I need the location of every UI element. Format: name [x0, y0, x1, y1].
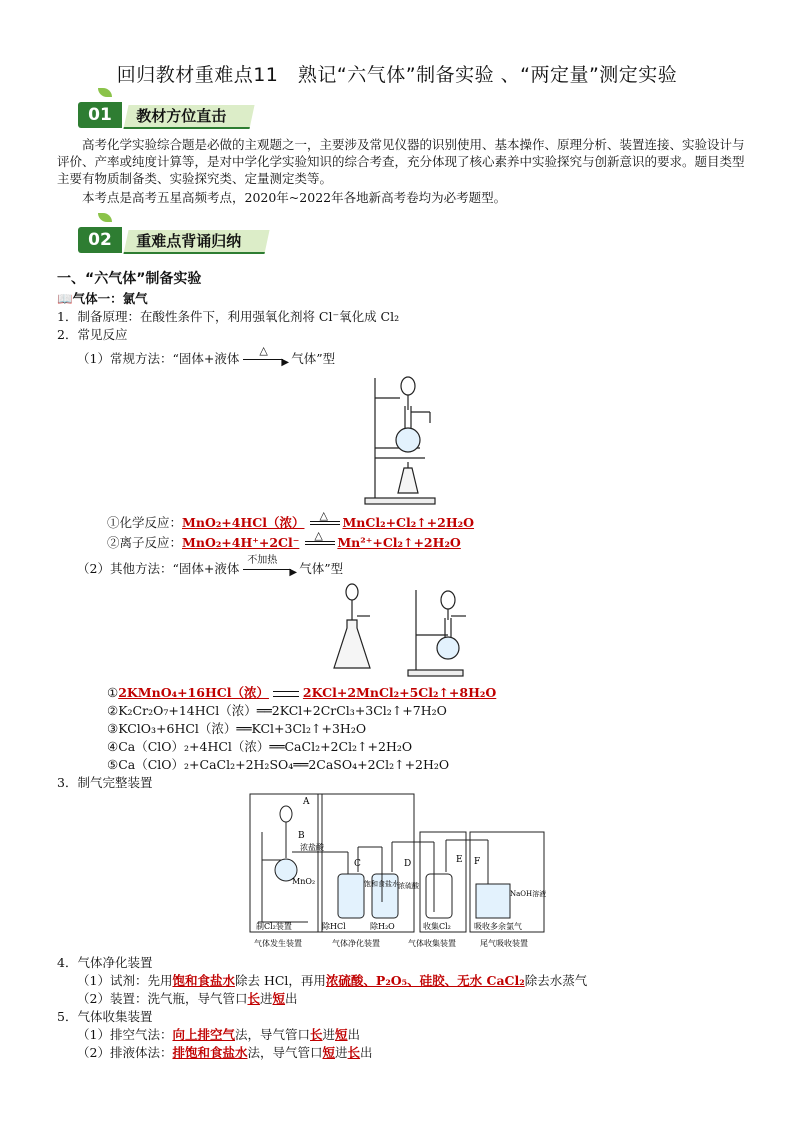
book-icon: 📖 [57, 291, 73, 306]
box-label-remove-hcl: 除HCl [322, 922, 346, 931]
non-heated-apparatus-figure [330, 580, 470, 680]
reagent-f: NaOH溶液 [510, 890, 547, 898]
item-5: 5．气体收集装置 [57, 1009, 153, 1024]
gas-heading: 📖气体一：氯气 [57, 291, 148, 306]
box-label-generation: 制Cl₂装置 [256, 922, 292, 931]
intro-paragraph: 高考化学实验综合题是必做的主观题之一，主要涉及常见仪器的识别使用、基本操作、原理分析、装置连接、实验设计与评价、产率或纯度计算等，是对中学化学实验知识的综合考查，充分体现了核心素养中实验探究与创新意识的要求。题目类型主要有物质制备类、实验探究类、定量测定类等。 [57, 137, 745, 186]
collection-air: （1）排空气法：向上排空气法，导气管口长进短出 [77, 1027, 361, 1042]
double-line [305, 541, 335, 545]
label-f: F [474, 857, 481, 867]
reagent-d: 浓硫酸 [398, 882, 419, 890]
purification-reagents: （1）试剂：先用饱和食盐水除去 HCl，再用浓硫酸、P₂O₅、硅胶、无水 CaCl₂除去水蒸气 [77, 973, 588, 988]
section-number: 01 [78, 102, 122, 128]
label-a: A [303, 797, 310, 807]
item-2: 2．常见反应 [57, 327, 128, 342]
section-number: 02 [78, 227, 122, 253]
equals-sign [273, 691, 299, 697]
label-b: B [298, 831, 305, 841]
method-1: （1）常规方法：“固体+液体 △ ▶ 气体”型 [77, 350, 335, 367]
purification-device: （2）装置：洗气瓶，导气管口长进短出 [77, 991, 298, 1006]
delta-symbol: △ [319, 508, 328, 522]
no-heat-arrow [243, 554, 298, 578]
leaf-icon [98, 88, 112, 97]
page-title: 回归教材重难点11 熟记“六气体”制备实验 、“两定量”测定实验 [116, 64, 678, 86]
reaction-1: ①化学反应：MnO₂+4HCl（浓） △ MnCl₂+Cl₂↑+2H₂O [107, 508, 475, 530]
other-reaction-3: ③KClO₃+6HCl（浓）══KCl+3Cl₂↑+3H₂O [107, 721, 367, 736]
caption-tail-gas: 尾气吸收装置 [480, 939, 528, 948]
other-reaction-1: ①2KMnO₄+16HCl（浓） 2KCl+2MnCl₂+5Cl₂↑+8H₂O [107, 685, 497, 700]
other-reaction-2: ②K₂Cr₂O₇+14HCl（浓）══2KCl+2CrCl₃+3Cl₂↑+7H₂O [107, 703, 447, 718]
other-reaction-5: ⑤Ca（ClO）₂+CaCl₂+2H₂SO₄══2CaSO₄+2Cl₂↑+2H₂O [107, 757, 450, 772]
reaction-2: ②离子反应：MnO₂+4H⁺+2Cl⁻ △ Mn²⁺+Cl₂↑+2H₂O [107, 528, 461, 550]
section-banner-01 [78, 102, 278, 128]
arrow-condition: 不加热 [247, 554, 278, 566]
heated-flask-apparatus-figure [360, 368, 450, 508]
other-reaction-4: ④Ca（ClO）₂+4HCl（浓）══CaCl₂+2Cl₂↑+2H₂O [107, 739, 413, 754]
label-d: D [404, 859, 412, 869]
item-1: 1．制备原理：在酸性条件下，利用强氧化剂将 Cl⁻氧化成 Cl₂ [57, 309, 400, 324]
box-label-collect: 收集Cl₂ [423, 922, 451, 931]
label-e: E [456, 855, 463, 865]
delta-symbol: △ [314, 528, 323, 542]
arrow-line [243, 569, 291, 570]
section-banner-02 [78, 227, 298, 253]
item-4: 4．气体净化装置 [57, 955, 153, 970]
heat-equals [303, 528, 337, 550]
section-label: 教材方位直击 [123, 105, 254, 129]
reagent-c: 饱和食盐水 [364, 880, 399, 888]
caption-generation: 气体发生装置 [254, 939, 302, 948]
mno2-label: MnO₂ [292, 877, 316, 886]
double-line [310, 521, 340, 525]
method-2: （2）其他方法：“固体+液体 不加热 ▶ 气体”型 [77, 560, 343, 577]
caption-purification: 气体净化装置 [332, 939, 380, 948]
reagent-b: 浓盐酸 [300, 843, 324, 852]
delta-symbol: △ [259, 343, 268, 357]
intro-paragraph-2: 本考点是高考五星高频考点，2020年~2022年各地新高考卷均为必考题型。 [82, 190, 507, 205]
arrow-line [243, 359, 283, 360]
caption-collection: 气体收集装置 [408, 939, 456, 948]
heat-arrow [243, 343, 290, 368]
complete-chlorine-apparatus-figure [248, 792, 548, 952]
arrow-head: ▶ [281, 356, 290, 368]
section-label: 重难点背诵归纳 [123, 230, 269, 254]
label-c: C [354, 859, 361, 869]
leaf-icon [98, 213, 112, 222]
collection-liquid: （2）排液体法：排饱和食盐水法，导气管口短进长出 [77, 1045, 373, 1060]
part-heading: 一、“六气体”制备实验 [57, 271, 202, 287]
box-label-remove-water: 除H₂O [370, 922, 395, 931]
box-label-absorb: 吸收多余氯气 [474, 922, 522, 931]
arrow-head: ▶ [289, 566, 298, 578]
item-3: 3．制气完整装置 [57, 775, 153, 790]
